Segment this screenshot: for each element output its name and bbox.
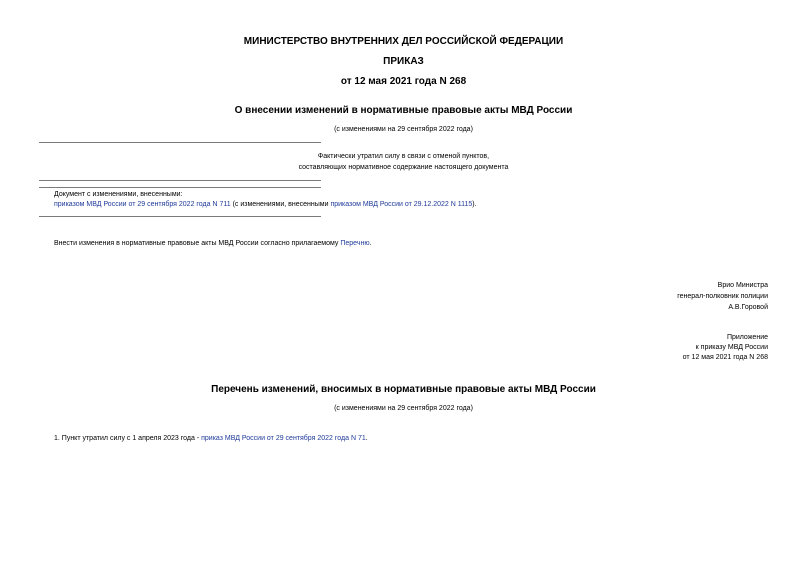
doc-title: О внесении изменений в нормативные правовые акты МВД России bbox=[234, 105, 573, 116]
list-edition-note: (с изменениями на 29 сентября 2022 года) bbox=[334, 405, 473, 412]
amendments-line bbox=[54, 201, 477, 208]
doc-type-heading: ПРИКАЗ bbox=[383, 56, 424, 67]
divider bbox=[39, 180, 321, 181]
amendments-heading: Документ с изменениями, внесенными: bbox=[54, 191, 183, 198]
amendment-link-711[interactable]: приказом МВД России от 29 сентября 2022 года N 711 bbox=[54, 201, 231, 208]
doc-date-number: от 12 мая 2021 года N 268 bbox=[340, 76, 467, 87]
list-item: 1. Пункт утратил силу с 1 апреля 2023 года - приказ МВД России от 29 сентября 2022 года N 71. bbox=[54, 435, 368, 442]
body-paragraph: Внести изменения в нормативные правовые акты МВД России согласно прилагаемому Перечню. bbox=[54, 240, 372, 247]
divider bbox=[39, 216, 321, 217]
amendment-tail: ). bbox=[472, 201, 477, 208]
signature-name: А.В.Горовой bbox=[728, 304, 768, 311]
item-link-71[interactable]: приказ МВД России от 29 сентября 2022 года N 71 bbox=[201, 435, 366, 442]
divider bbox=[39, 142, 321, 143]
appendix-ref: к приказу МВД России bbox=[695, 344, 768, 351]
amendment-mid-text: (с изменениями, внесенными bbox=[230, 201, 331, 208]
list-title: Перечень изменений, вносимых в нормативные правовые акты МВД России bbox=[211, 384, 596, 395]
status-note-line2: составляющих нормативное содержание настоящего документа bbox=[298, 164, 509, 171]
perechen-link[interactable]: Перечню bbox=[340, 240, 370, 247]
signature-rank: генерал-полковник полиции bbox=[677, 293, 768, 300]
item-text: 1. Пункт утратил силу с 1 апреля 2023 года - bbox=[54, 435, 202, 442]
status-note-line1: Фактически утратил силу в связи с отменой пунктов, bbox=[317, 153, 490, 160]
appendix-label: Приложение bbox=[726, 334, 768, 341]
body-text: Внести изменения в нормативные правовые акты МВД России согласно прилагаемому bbox=[54, 240, 341, 247]
amendment-link-1115[interactable]: приказом МВД России от 29.12.2022 N 1115 bbox=[330, 201, 473, 208]
appendix-date: от 12 мая 2021 года N 268 bbox=[682, 354, 768, 361]
divider bbox=[39, 187, 321, 188]
edition-note: (с изменениями на 29 сентября 2022 года) bbox=[334, 126, 473, 133]
signature-position: Врио Министра bbox=[717, 282, 768, 289]
ministry-heading: МИНИСТЕРСТВО ВНУТРЕННИХ ДЕЛ РОССИЙСКОЙ ФЕДЕРАЦИИ bbox=[243, 36, 564, 47]
